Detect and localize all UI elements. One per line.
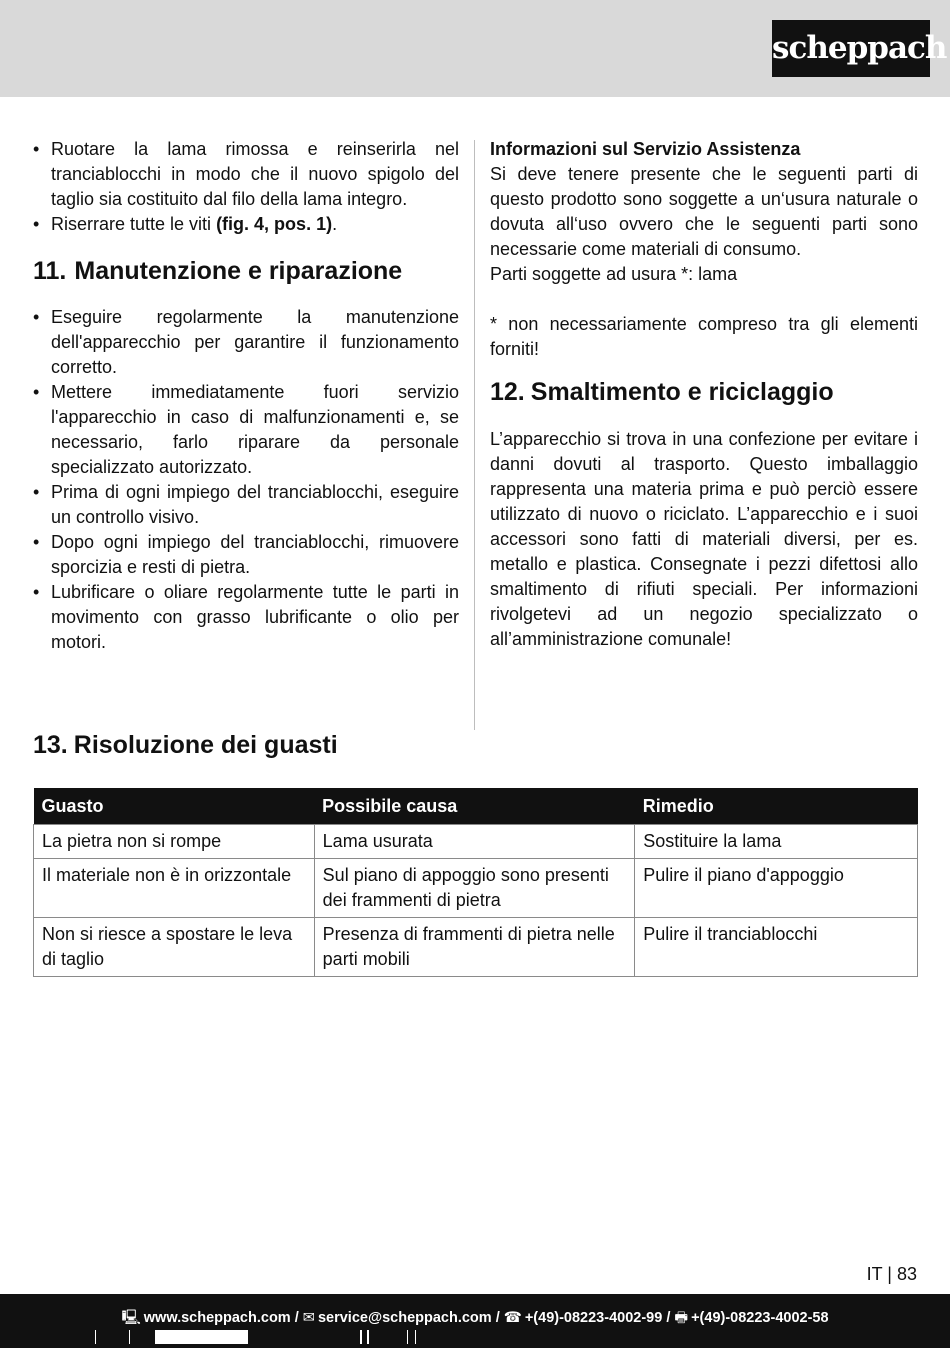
column-header: Guasto [34,788,315,825]
section-title: Smaltimento e riciclaggio [530,378,834,406]
list-item: • Mettere immediatamente fuori servizio l'apparecchio in caso di malfunzionamenti e, se necessario, farlo riparare da personale specializzato autorizzato. [33,380,459,480]
list-item: • Eseguire regolarmente la manutenzione dell'apparecchio per garantire il funzionamento corretto. [33,305,459,380]
language-code: IT [866,1264,883,1284]
footer-separator: / [666,1310,671,1326]
email-link[interactable]: service@scheppach.com [317,1310,492,1326]
footnote: * non necessariamente compreso tra gli elementi forniti! [490,314,918,359]
computer-icon: 🖳 [121,1310,141,1326]
section-number: 12. [490,378,525,406]
website-link[interactable]: www.scheppach.com [143,1310,291,1326]
right-column [490,137,918,652]
table-cell: Pulire il piano d'appoggio [635,859,918,918]
section-number: 11. [33,257,67,285]
disposal-body: L’apparecchio si trova in una confezione per evitare i danni dovuti al trasporto. Questo imballaggio rappresenta una materia prima e può perciò essere utilizzato di nuovo o riciclato. L’apparecchio e i suoi accessori sono fatti di materiali diversi, per es. metallo e plastica. Consegnate i pezzi difettosi allo smaltimento di rifiuti speciali. Per informazioni rivolgetevi ad un negozio specializzato o all’amministrazione comunale! [490,429,918,649]
table-row [34,859,918,918]
page-number-value: 83 [896,1264,917,1284]
list-item [33,212,459,237]
column-divider [474,140,475,730]
list-item: • Ruotare la lama rimossa e reinserirla nel tranciablocchi in modo che il nuovo spigolo del taglio sia costituito dal filo della lama integro. [33,137,459,212]
table-cell: Pulire il tranciablocchi [635,918,918,977]
mail-icon: ✉ [302,1310,315,1326]
table-cell: La pietra non si rompe [34,825,315,859]
list-item: • Prima di ogni impiego del tranciablocchi, eseguire un controllo visivo. [33,480,459,530]
footer-bar [0,1294,950,1348]
left-column [33,137,459,655]
maintenance-bullets [33,305,459,655]
list-item: • Dopo ogni impiego del tranciablocchi, rimuovere sporcizia e resti di pietra. [33,530,459,580]
figure-reference: (fig. 4, pos. 1) [216,214,333,234]
section-heading-13 [33,729,338,761]
table-cell: Non si riesce a spostare le leva di taglio [34,918,315,977]
service-body: Si deve tenere presente che le seguenti parti di questo prodotto sono soggette a un‘usura naturale o dovuta all‘uso ovvero che le seguenti parti sono necessarie come materiali di consumo. [490,164,918,259]
header-bar [0,0,950,97]
brand-logo: scheppach [772,20,930,77]
intro-bullets [33,137,459,237]
fax-icon: 🖶 [674,1310,689,1326]
section-heading-12 [490,376,918,408]
list-item-suffix: . [332,214,338,234]
page-number [867,1262,917,1287]
column-header: Rimedio [635,788,918,825]
table-header-row [34,788,918,825]
footer-separator: / [495,1310,500,1326]
section-title: Manutenzione e riparazione [74,257,403,285]
wear-parts: Parti soggette ad usura *: lama [490,264,738,284]
phone-number: +(49)-08223-4002-99 [524,1310,663,1326]
fax-number: +(49)-08223-4002-58 [691,1310,829,1326]
service-heading: Informazioni sul Servizio Assistenza [490,139,801,159]
list-item-text: Riserrare tutte le viti [51,214,217,234]
section-number: 13. [33,731,68,759]
table-cell: Lama usurata [314,825,635,859]
section-heading-11 [33,255,459,287]
table-cell: Sul piano di appoggio sono presenti dei frammenti di pietra [314,859,635,918]
telephone-icon: ☎ [503,1310,522,1326]
table-cell: Il materiale non è in orizzontale [34,859,315,918]
table-row [34,918,918,977]
table-row [34,825,918,859]
list-item: • Lubrificare o oliare regolarmente tutte le parti in movimento con grasso lubrificante o olio per motori. [33,580,459,655]
footer-separator: / [294,1310,299,1326]
column-header: Possibile causa [314,788,635,825]
troubleshooting-table [33,788,918,977]
page-separator: | [887,1264,892,1284]
section-title: Risoluzione dei guasti [73,731,338,759]
table-cell: Sostituire la lama [635,825,918,859]
table-cell: Presenza di frammenti di pietra nelle parti mobili [314,918,635,977]
contact-line [0,1308,950,1328]
